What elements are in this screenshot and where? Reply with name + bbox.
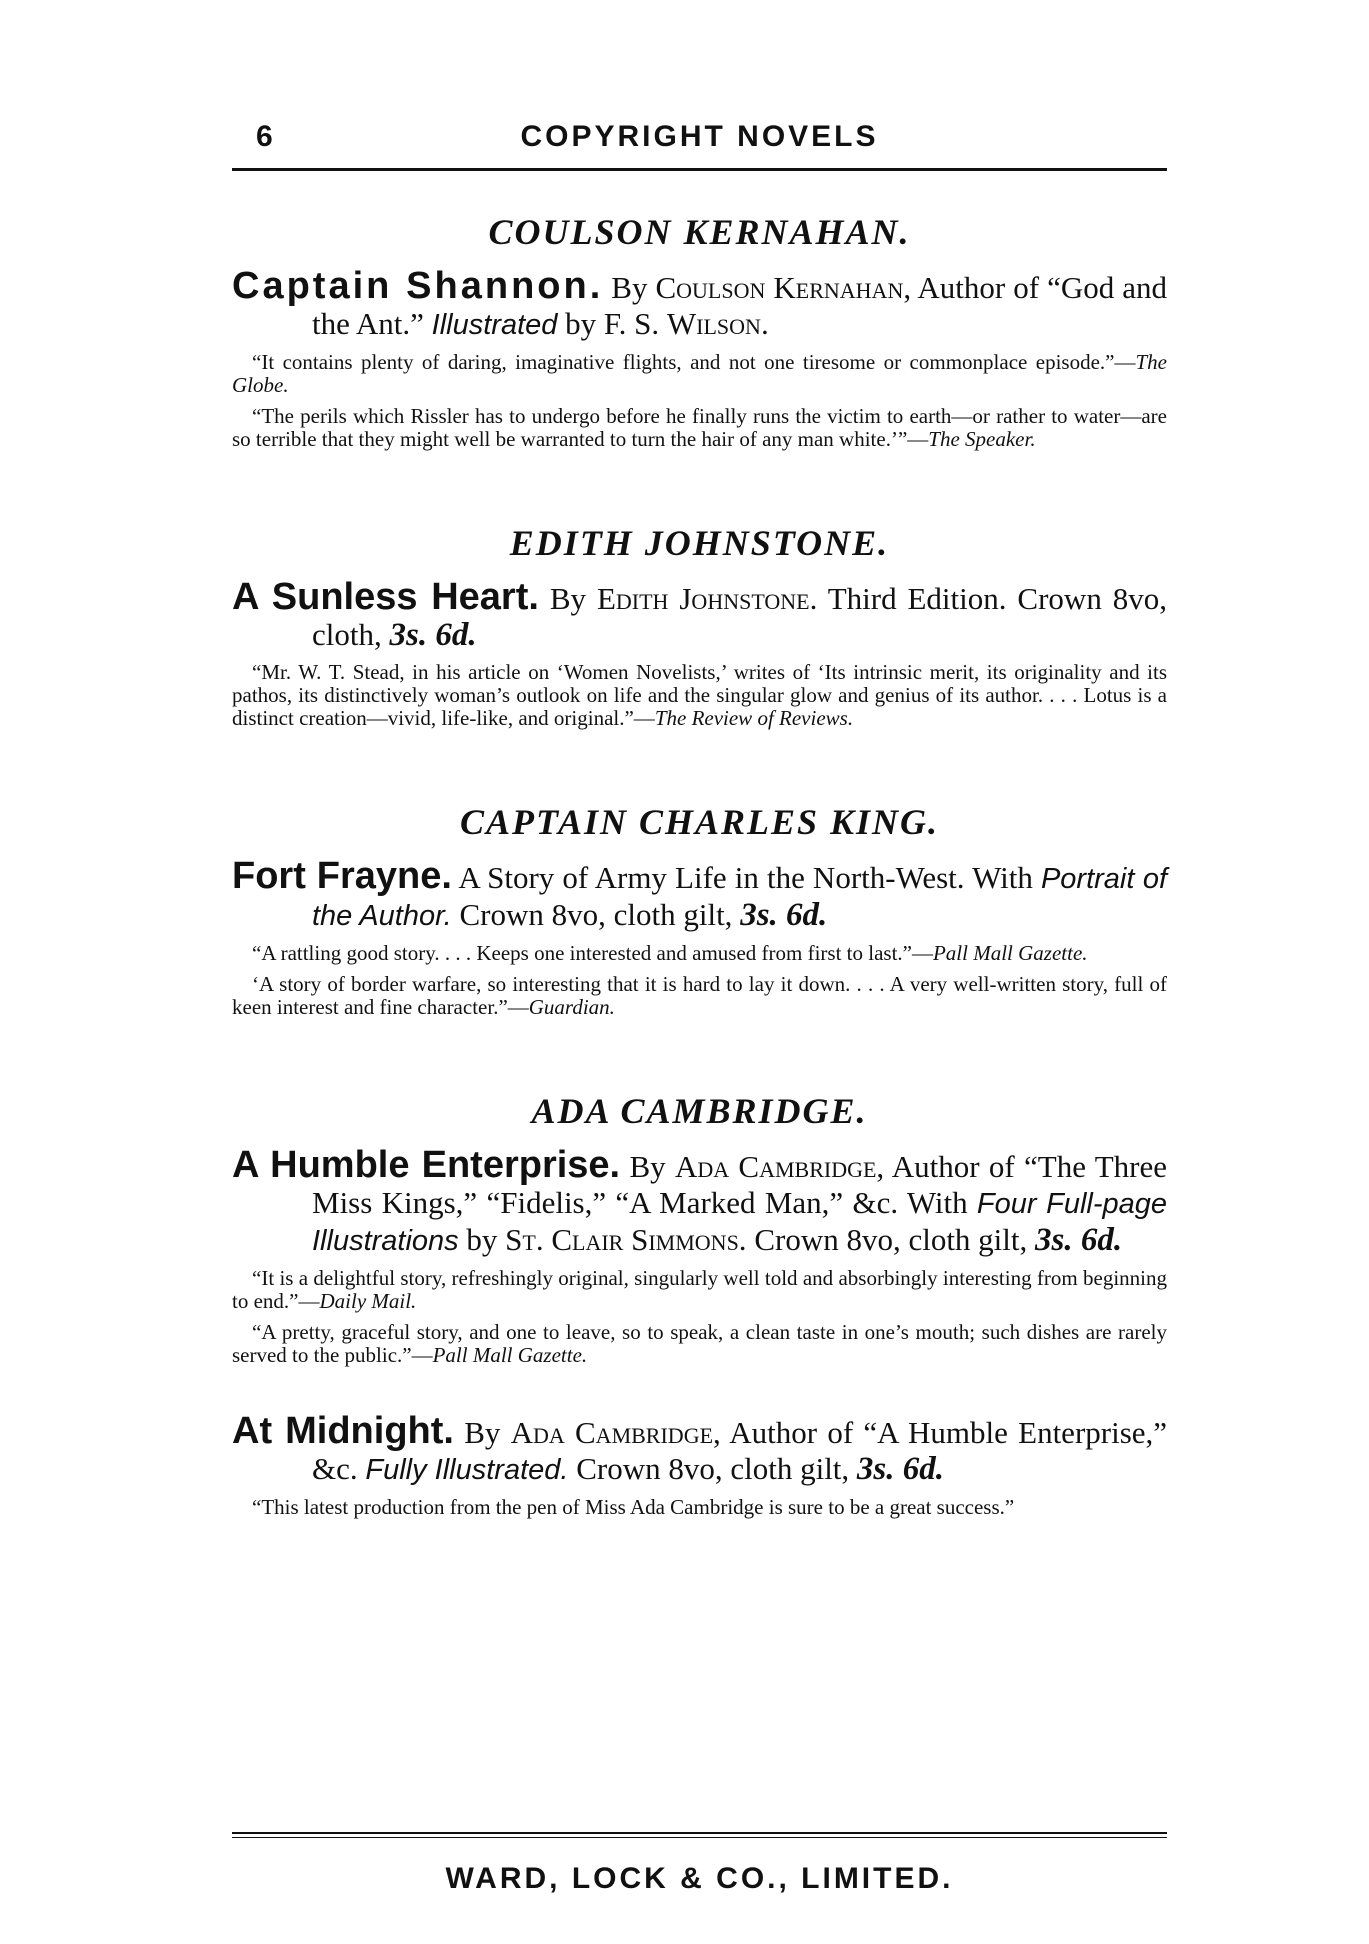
review-quote: “The perils which Rissler has to undergo before he finally runs the victim to earth—or rather to water—are so terrible that they might well be warranted to turn the hair of any man white.’”—The Speaker. xyxy=(232,404,1167,451)
price: 3s. 6d. xyxy=(1035,1222,1123,1258)
portrait-note: Portrait of the Author. xyxy=(312,863,1167,932)
author-heading: EDITH JOHNSTONE. xyxy=(509,523,890,563)
description-text: Author of “God and the Ant.” xyxy=(312,270,1167,341)
footer-rule xyxy=(232,1832,1167,1834)
review-quote: “A rattling good story. . . . Keeps one interested and amused from first to last.”—Pall Mall Gazette. xyxy=(252,941,1088,965)
by-word: By xyxy=(464,1415,501,1450)
review-source: Pall Mall Gazette. xyxy=(932,941,1088,965)
author-heading: ADA CAMBRIDGE. xyxy=(531,1091,868,1131)
illustration-note: Illustrated xyxy=(431,309,558,341)
review-quote: “This latest production from the pen of Miss Ada Cambridge is sure to be a great success.” xyxy=(252,1495,1015,1519)
author-heading: CAPTAIN CHARLES KING. xyxy=(459,802,940,842)
book-entry xyxy=(232,855,1167,1019)
by-word: By xyxy=(549,581,587,616)
book-title: At Midnight. xyxy=(232,1410,454,1452)
publisher-imprint: WARD, LOCK & CO., LIMITED. xyxy=(445,1862,954,1895)
book-description xyxy=(232,855,1167,934)
description-text: Author of “The Three Miss Kings,” “Fidelis,” “A Marked Man,” &c. With xyxy=(312,1149,1167,1220)
book-title: A Humble Enterprise. xyxy=(232,1144,621,1186)
illustrator-name: Wilson. xyxy=(666,306,769,341)
running-head xyxy=(232,112,1167,162)
catalogue-content xyxy=(232,212,1167,1519)
book-entry xyxy=(232,1144,1168,1367)
book-title: Captain Shannon. xyxy=(232,265,604,307)
review-source: The Review of Reviews. xyxy=(654,706,854,730)
review-quote: “It is a delightful story, refreshingly original, singularly well told and absorbingly interesting from beginning to end.”—Daily Mail. xyxy=(232,1266,1167,1313)
review-quote: “Mr. W. T. Stead, in his article on ‘Women Novelists,’ writes of ‘Its intrinsic merit, its originality and its pathos, its distinctively woman’s outlook on life and the singular glow and genius of its author. . . . Lotus is a distinct creation—vivid, life-like, and original.”—The Review of Reviews. xyxy=(232,660,1167,730)
book-description xyxy=(232,1410,1168,1488)
by-word: By xyxy=(611,270,648,305)
price: 3s. 6d. xyxy=(856,1451,945,1487)
price: 3s. 6d. xyxy=(389,617,477,653)
author-section xyxy=(232,523,1167,730)
review-quote: “A pretty, graceful story, and one to leave, so to speak, a clean taste in one’s mouth; such dishes are rarely served to the public.”—Pall Mall Gazette. xyxy=(232,1320,1167,1367)
book-title: A Sunless Heart. xyxy=(232,576,539,618)
book-author: Ada Cambridge, xyxy=(510,1415,721,1450)
description-text: Crown 8vo, cloth gilt, xyxy=(754,1222,1028,1257)
by-word: By xyxy=(629,1149,666,1184)
book-author: Edith Johnstone. xyxy=(596,581,818,616)
review-source: Guardian. xyxy=(528,995,615,1019)
review-source: The Globe. xyxy=(232,350,1167,397)
description-text: A Story of Army Life in the North-West. With xyxy=(458,860,1033,895)
review-source: Daily Mail. xyxy=(319,1289,417,1313)
description-text: Author of “A Humble Enterprise,” &c. xyxy=(312,1415,1168,1486)
author-section xyxy=(232,212,1167,451)
description-text: by xyxy=(466,1222,498,1257)
footer-rule-thin xyxy=(232,1837,1167,1838)
page-number: 6 xyxy=(256,120,273,153)
book-title: Fort Frayne. xyxy=(232,855,452,897)
review-source: Pall Mall Gazette. xyxy=(432,1343,588,1367)
description-text: Crown 8vo, cloth gilt, xyxy=(576,1451,850,1486)
book-description xyxy=(232,1144,1168,1259)
author-section xyxy=(232,802,1167,1019)
author-section xyxy=(232,1091,1167,1519)
book-author: Ada Cambridge, xyxy=(674,1149,885,1184)
price: 3s. 6d. xyxy=(740,897,828,933)
running-title: COPYRIGHT NOVELS xyxy=(520,120,879,153)
book-description xyxy=(232,265,1167,343)
review-source: The Speaker. xyxy=(928,427,1036,451)
description-text: Crown 8vo, cloth gilt, xyxy=(459,897,733,932)
book-author: Coulson Kernahan, xyxy=(655,270,912,305)
book-entry xyxy=(232,1410,1168,1519)
book-description xyxy=(232,576,1167,653)
illustrator-name: St. Clair Simmons. xyxy=(505,1222,747,1257)
illustration-note: Four Full-page Illustrations xyxy=(312,1188,1168,1257)
review-quote: ‘A story of border warfare, so interesting that it is hard to lay it down. . . . A very well-written story, full of keen interest and fine character.”—Guardian. xyxy=(232,972,1167,1019)
book-entry xyxy=(232,576,1167,730)
description-text: Third Edition. Crown 8vo, cloth, xyxy=(312,581,1167,652)
illustration-note: Fully Illustrated. xyxy=(365,1454,569,1486)
header-rule xyxy=(232,168,1167,171)
review-quote: “It contains plenty of daring, imaginative flights, and not one tiresome or commonplace episode.”—The Globe. xyxy=(232,350,1167,397)
description-text: by F. S. xyxy=(565,306,660,341)
book-entry xyxy=(232,265,1167,451)
author-heading: COULSON KERNAHAN. xyxy=(488,212,911,252)
